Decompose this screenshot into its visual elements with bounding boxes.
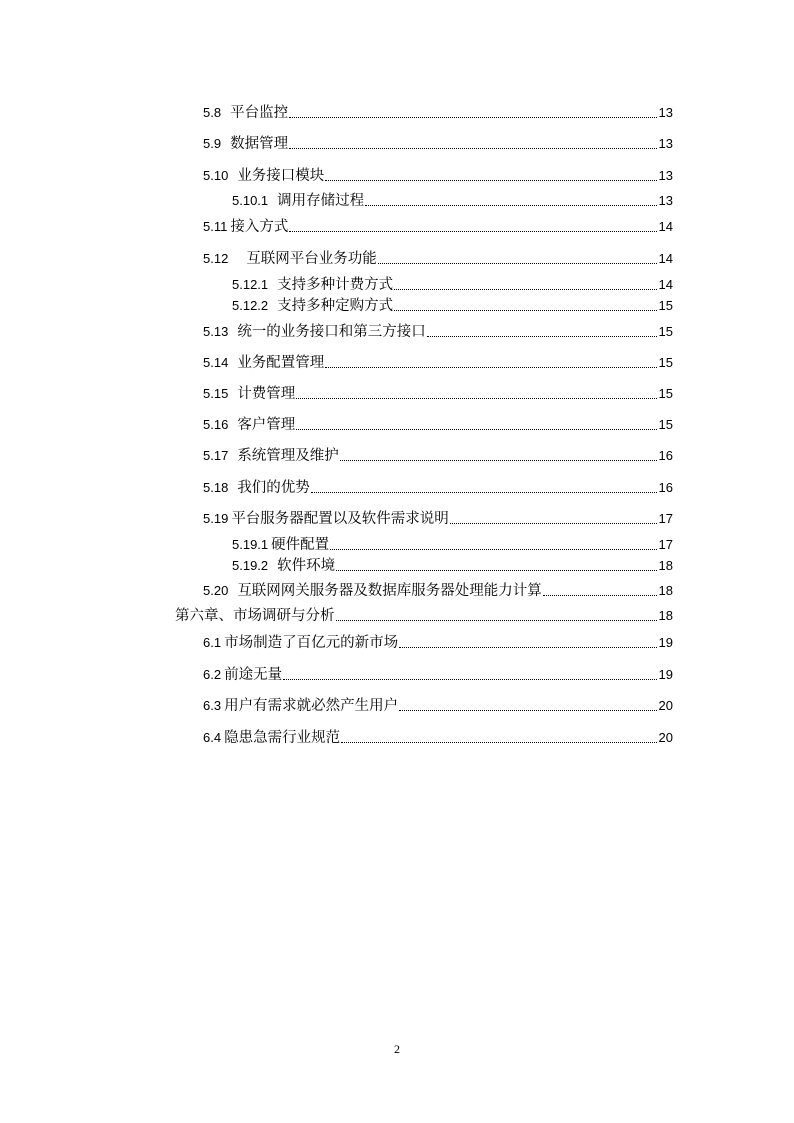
toc-title: 我们的优势	[237, 480, 310, 496]
toc-title: 调用存储过程	[277, 193, 365, 209]
toc-entry[interactable]	[203, 321, 673, 341]
toc-title: 平台监控	[230, 105, 289, 121]
toc-title: 系统管理及维护	[237, 448, 339, 464]
toc-title: 硬件配置	[271, 537, 330, 553]
dot-leader	[289, 117, 656, 118]
toc-entry[interactable]	[203, 664, 673, 684]
toc-page-number: 13	[658, 105, 673, 120]
dot-leader	[378, 263, 657, 264]
toc-title: 平台服务器配置以及软件需求说明	[231, 511, 449, 527]
dot-leader	[399, 647, 656, 648]
toc-number: 5.18	[203, 480, 229, 495]
toc-page-number: 18	[658, 558, 673, 573]
toc-entry[interactable]	[203, 445, 673, 465]
toc-title: 第六章、市场调研与分析	[175, 608, 335, 624]
toc-title: 互联网平台业务功能	[246, 251, 377, 267]
toc-number: 6.2	[203, 667, 222, 682]
toc-title: 业务配置管理	[237, 355, 325, 371]
toc-title: 用户有需求就必然产生用户	[224, 698, 399, 714]
toc-entry[interactable]	[203, 165, 673, 185]
toc-number: 5.19	[203, 511, 229, 526]
dot-leader	[325, 367, 656, 368]
toc-number: 6.3	[203, 698, 222, 713]
toc-page-number: 13	[658, 193, 673, 208]
toc-page-number: 15	[658, 386, 673, 401]
toc-entry[interactable]	[203, 508, 673, 528]
dot-leader	[289, 231, 656, 232]
toc-number: 5.16	[203, 417, 229, 432]
dot-leader	[296, 398, 656, 399]
dot-leader	[365, 205, 656, 206]
toc-title: 隐患急需行业规范	[224, 730, 341, 746]
toc-page-number: 14	[658, 219, 673, 234]
dot-leader	[394, 310, 656, 311]
toc-title: 互联网网关服务器及数据库服务器处理能力计算	[237, 583, 542, 599]
toc-title: 前途无量	[224, 667, 283, 683]
toc-title: 接入方式	[230, 219, 289, 235]
toc-number: 5.15	[203, 386, 229, 401]
dot-leader	[296, 429, 656, 430]
toc-page-number: 19	[658, 635, 673, 650]
toc-entry[interactable]	[232, 190, 673, 210]
toc-number: 5.19.2	[232, 558, 269, 573]
toc-page-number: 18	[658, 583, 673, 598]
dot-leader	[336, 620, 657, 621]
dot-leader	[330, 549, 656, 550]
dot-leader	[394, 289, 656, 290]
toc-entry[interactable]	[203, 580, 673, 600]
toc-entry[interactable]	[232, 295, 673, 315]
toc-number: 6.1	[203, 635, 222, 650]
toc-title: 支持多种定购方式	[277, 298, 394, 314]
page-footer-number: 2	[394, 1042, 400, 1056]
toc-number: 5.8	[203, 105, 222, 120]
toc-entry[interactable]	[203, 102, 673, 122]
toc-page-number: 15	[658, 324, 673, 339]
toc-page-number: 14	[658, 277, 673, 292]
toc-title: 计费管理	[237, 386, 296, 402]
dot-leader	[336, 570, 656, 571]
toc-page-number: 18	[658, 608, 673, 623]
toc-number: 5.17	[203, 448, 229, 463]
toc-page-number: 14	[658, 251, 673, 266]
toc-number: 5.10.1	[232, 193, 269, 208]
toc-number: 5.9	[203, 136, 222, 151]
toc-title: 软件环境	[277, 558, 336, 574]
toc-number: 5.14	[203, 355, 229, 370]
toc-page-number: 20	[658, 730, 673, 745]
dot-leader	[311, 492, 657, 493]
dot-leader	[325, 180, 656, 181]
toc-number: 5.10	[203, 168, 229, 183]
toc-entry-chapter[interactable]	[175, 605, 673, 625]
toc-number: 5.12.2	[232, 298, 269, 313]
dot-leader	[341, 742, 656, 743]
toc-entry[interactable]	[232, 555, 673, 575]
toc-page-number: 17	[658, 537, 673, 552]
toc-page-number: 16	[658, 448, 673, 463]
toc-page-number: 15	[658, 417, 673, 432]
toc-number: 5.12.1	[232, 277, 269, 292]
toc-entry[interactable]	[203, 383, 673, 403]
toc-page-number: 13	[658, 168, 673, 183]
toc-number: 5.19.1	[232, 537, 269, 552]
toc-page-number: 19	[658, 667, 673, 682]
toc-title: 数据管理	[230, 136, 289, 152]
dot-leader	[543, 595, 657, 596]
toc-number: 5.12	[203, 251, 229, 266]
toc-title: 支持多种计费方式	[277, 277, 394, 293]
dot-leader	[450, 523, 657, 524]
toc-entry[interactable]	[203, 414, 673, 434]
dot-leader	[289, 148, 656, 149]
toc-entry[interactable]	[203, 352, 673, 372]
dot-leader	[399, 710, 656, 711]
toc-page-number: 15	[658, 355, 673, 370]
toc-number: 6.4	[203, 730, 222, 745]
toc-page-number: 16	[658, 480, 673, 495]
toc-title: 客户管理	[237, 417, 296, 433]
toc-title: 业务接口模块	[237, 168, 325, 184]
toc-entry[interactable]	[203, 216, 673, 236]
toc-number: 5.13	[203, 324, 229, 339]
toc-entry[interactable]	[203, 133, 673, 153]
toc-page-number: 17	[658, 511, 673, 526]
toc-page-number: 13	[658, 136, 673, 151]
toc-title: 统一的业务接口和第三方接口	[237, 324, 426, 340]
toc-entry[interactable]	[203, 632, 673, 652]
toc-title: 市场制造了百亿元的新市场	[224, 635, 399, 651]
toc-page-number: 20	[658, 698, 673, 713]
toc-entry[interactable]	[232, 534, 673, 554]
toc-entry[interactable]	[203, 248, 673, 268]
toc-entry[interactable]	[232, 274, 673, 294]
toc-page-number: 15	[658, 298, 673, 313]
toc-number: 5.20	[203, 583, 229, 598]
dot-leader	[427, 336, 657, 337]
toc-number: 5.11	[203, 219, 228, 234]
toc-entry[interactable]	[203, 695, 673, 715]
toc-entry[interactable]	[203, 477, 673, 497]
dot-leader	[340, 460, 657, 461]
toc-entry[interactable]	[203, 727, 673, 747]
dot-leader	[283, 679, 656, 680]
